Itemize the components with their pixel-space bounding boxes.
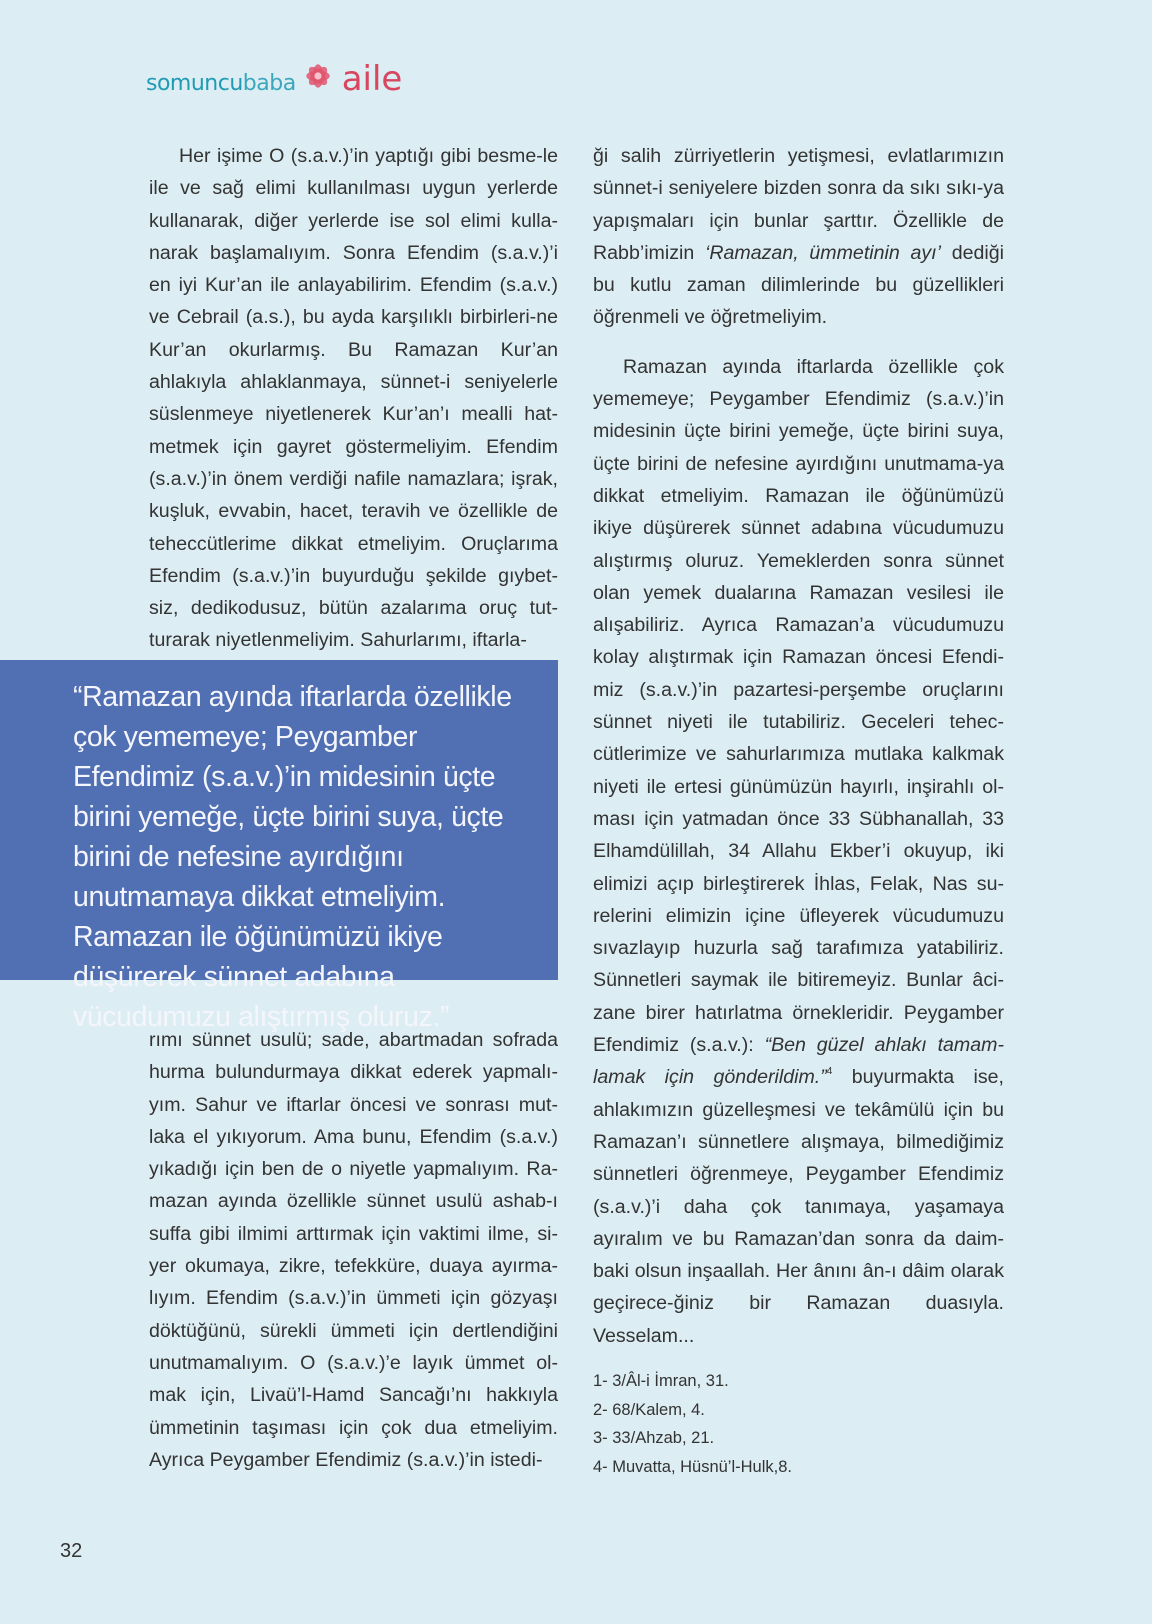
column-left-bottom [149, 1024, 558, 1476]
logo-text-somuncu: somuncu [146, 71, 243, 96]
body-paragraph: rımı sünnet usulü; sade, abartmadan sofrada hurma bulundurmaya dikkat ederek yapmalı-yım. Sahur ve iftarlar öncesi ve sonrası mut-laka el yıkıyorum. Ama bunu, Efendim (s.a.v.) yıkadığı için ben de o niyetle yapmalıyım. Ra-mazan ayında özellikle sünnet usulü ashab-ı suffa gibi ilmimi arttırmak için vaktimi ilme, si-yer okumaya, zikre, tefekküre, duaya ayırma-lıyım. Efendim (s.a.v.)’in ümmeti için gözyaşı döktüğünü, sürekli ümmeti için dertlendiğini unutmamalıyım. O (s.a.v.)’e layık ümmet ol-mak için, Livaü’l-Hamd Sancağı’nı hakkıyla ümmetinin taşıması için çok dua etmeliyim. Ayrıca Peygamber Efendimiz (s.a.v.)’in istedi- [149, 1029, 558, 1471]
footnotes [593, 1367, 1013, 1481]
column-left-top [149, 140, 558, 657]
logo-text-baba: baba [242, 71, 296, 96]
body-paragraph: Her işime O (s.a.v.)’in yaptığı gibi besme-le ile ve sağ elimi kullanılması uygun yerlerde kullanarak, diğer yerlerde ise sol elimi kulla-narak başlamalıyım. Sonra Efendim (s.a.v.)’i en iyi Kur’an ile anlayabilirim. Efendim (s.a.v.) ve Cebrail (a.s.), bu ayda karşılıklı birbirleri-ne Kur’an okurlarmış. Bu Ramazan Kur’an ahlakıyla ahlaklanmaya, sünnet-i seniyelerle süslenmeye niyetlenerek Kur’an’ı mealli hat-metmek için gayret göstermeliyim. Efendim (s.a.v.)’in önem verdiği nafile namazlara; işrak, kuşluk, evvabin, hacet, teravih ve özellikle de teheccütlerime dikkat etmeliyim. Oruçlarıma Efendim (s.a.v.)’in buyurduğu şekilde gıybet-siz, dedikodusuz, bütün azalarıma oruç tut-turarak niyetlenmeliyim. Sahurlarımı, iftarla- [149, 145, 558, 652]
body-paragraph-1 [593, 140, 1004, 334]
pull-quote-box [0, 660, 558, 1033]
pull-quote-text: “Ramazan ayında iftarlarda özellikle çok yememeye; Peygamber Efendimiz (s.a.v.)’in midesinin üçte birini yemeğe, üçte birini suya, üçte birini de nefesine ayırdığını unutmamaya dikkat etmeliyim. Ramazan ile öğünümüzü ikiye düşürerek sünnet adabına vücudumuzu alıştırmış oluruz.” [73, 681, 512, 1033]
logo-text-aile: aile [341, 59, 403, 99]
footnote: 2- 68/Kalem, 4. [593, 1400, 705, 1419]
magazine-logo [146, 52, 403, 99]
footnote-ref: 4 [826, 1066, 833, 1078]
footnote: 3- 33/Ahzab, 21. [593, 1429, 715, 1447]
text-run: dediği bu kutlu zaman dilimlerinde bu güzellikleri öğrenmeli ve öğretmeliyim. [593, 241, 1005, 329]
column-right [593, 140, 1004, 1352]
text-run: buyurmakta ise, ahlakımızın güzelleşmesi ve tekâmülü için bu Ramazan’ı sünnetlere alışmaya, bilmediğimiz sünnetleri öğrenmeye, Peygamber Efendimiz (s.a.v.)’i daha çok tanımaya, yaşamaya ayıralım ve bu Ramazan’dan sonra da daim-baki olsun inşaallah. Her ânını ân-ı dâim olarak geçirece-ğiniz bir Ramazan duasıyla. Vesselam... [593, 1066, 1004, 1347]
footnote: 1- 3/Âl-i İmran, 31. [593, 1372, 729, 1390]
hadith-quote: “Ben güzel ahlakı tamam-lamak için gönderildim.” [593, 1034, 1004, 1089]
text-run: ği salih zürriyetlerin yetişmesi, evlatlarımızın sünnet-i seniyelere bizden sonra da sıkı sıkı-ya yapışmaları için bunlar şarttır. Özellikle de Rabb’imizin [593, 145, 1004, 264]
quoted-phrase: ‘Ramazan, ümmetinin ayı’ [705, 241, 941, 264]
footnote: 4- Muvatta, Hüsnü’l-Hulk,8. [593, 1457, 792, 1476]
page-number: 32 [60, 1540, 83, 1562]
flower-icon [300, 58, 336, 94]
text-run: Ramazan ayında iftarlarda özellikle çok yememeye; Peygamber Efendimiz (s.a.v.)’in midesinin üçte birini yemeğe, üçte birini suya, üçte birini de nefesine ayırdığını unutmama-ya dikkat etmeliyim. Ramazan ile öğünümüzü ikiye düşürerek sünnet adabına vücudumuzu alıştırmış oluruz. Yemeklerden sonra sünnet olan yemek dualarına Ramazan vesilesi ile alışabiliriz. Ayrıca Ramazan’a vücudumuzu kolay alıştırmak için Ramazan öncesi Efendi-miz (s.a.v.)’in pazartesi-perşembe oruçlarını sünnet niyeti ile tutabiliriz. Geceleri tehec-cütlerimize ve sahurlarımıza mutlaka kalkmak niyeti ile ertesi günümüzün hayırlı, inşirahlı ol-ması için yatmadan önce 33 Sübhanallah, 33 Elhamdülillah, 34 Allahu Ekber’i okuyup, iki elimizi açıp birleştirerek İhlas, Felak, Nas su-relerini elimizin içine üfleyerek vücudumuzu sıvazlayıp huzurla sağ tarafımıza yatabiliriz. Sünnetleri saymak ile bitiremeyiz. Bunlar âci-zane birer hatırlatma örnekleridir. Peygamber Efendimiz (s.a.v.): [593, 355, 1004, 1057]
body-paragraph-2 [593, 351, 1004, 1352]
